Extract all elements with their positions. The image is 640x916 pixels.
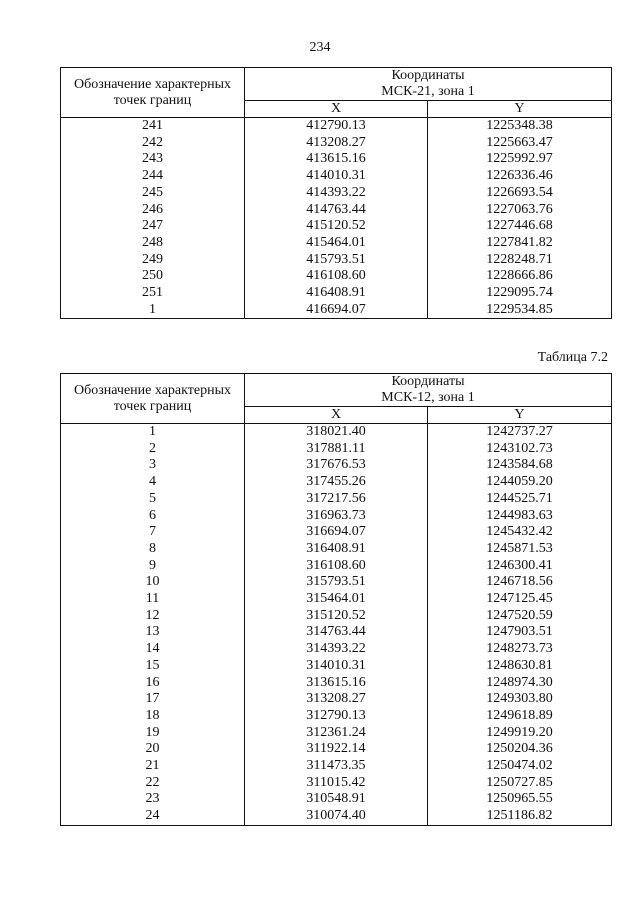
point-number-cell: 3 bbox=[61, 457, 245, 474]
y-coordinate-cell: 1249618.89 bbox=[428, 708, 612, 725]
y-coordinate-cell: 1243102.73 bbox=[428, 441, 612, 458]
table-row bbox=[61, 218, 612, 235]
y-coordinate-cell: 1246718.56 bbox=[428, 574, 612, 591]
y-column-header: Y bbox=[428, 101, 612, 118]
table-2-body bbox=[61, 424, 612, 826]
x-coordinate-cell: 413208.27 bbox=[245, 135, 428, 152]
x-coordinate-cell: 317455.26 bbox=[245, 474, 428, 491]
table-row bbox=[61, 708, 612, 725]
point-number-cell: 241 bbox=[61, 118, 245, 135]
point-number-cell: 11 bbox=[61, 591, 245, 608]
table-row bbox=[61, 574, 612, 591]
y-column-header: Y bbox=[428, 407, 612, 424]
point-number-cell: 12 bbox=[61, 608, 245, 625]
x-coordinate-cell: 415464.01 bbox=[245, 235, 428, 252]
x-coordinate-cell: 416694.07 bbox=[245, 302, 428, 319]
y-coordinate-cell: 1229534.85 bbox=[428, 302, 612, 319]
coordinate-system-label: МСК-21, зона 1 bbox=[381, 84, 475, 99]
point-number-cell: 247 bbox=[61, 218, 245, 235]
y-coordinate-cell: 1250727.85 bbox=[428, 775, 612, 792]
table-row bbox=[61, 641, 612, 658]
y-coordinate-cell: 1248630.81 bbox=[428, 658, 612, 675]
x-coordinate-cell: 316108.60 bbox=[245, 558, 428, 575]
y-coordinate-cell: 1227446.68 bbox=[428, 218, 612, 235]
point-number-cell: 6 bbox=[61, 508, 245, 525]
point-number-cell: 18 bbox=[61, 708, 245, 725]
x-coordinate-cell: 317217.56 bbox=[245, 491, 428, 508]
point-number-cell: 246 bbox=[61, 202, 245, 219]
point-number-cell: 23 bbox=[61, 791, 245, 808]
table-row bbox=[61, 524, 612, 541]
table-row bbox=[61, 135, 612, 152]
y-coordinate-cell: 1228248.71 bbox=[428, 252, 612, 269]
point-number-cell: 24 bbox=[61, 808, 245, 825]
table-row bbox=[61, 808, 612, 825]
x-coordinate-cell: 311473.35 bbox=[245, 758, 428, 775]
table-row bbox=[61, 185, 612, 202]
table-row bbox=[61, 541, 612, 558]
x-coordinate-cell: 316963.73 bbox=[245, 508, 428, 525]
point-number-cell: 13 bbox=[61, 624, 245, 641]
point-number-cell: 242 bbox=[61, 135, 245, 152]
y-coordinate-cell: 1225663.47 bbox=[428, 135, 612, 152]
x-coordinate-cell: 413615.16 bbox=[245, 151, 428, 168]
table-row bbox=[61, 558, 612, 575]
y-coordinate-cell: 1244059.20 bbox=[428, 474, 612, 491]
page-number: 234 bbox=[309, 40, 331, 55]
point-number-cell: 244 bbox=[61, 168, 245, 185]
coordinate-system-label: МСК-12, зона 1 bbox=[381, 390, 475, 405]
y-coordinate-cell: 1246300.41 bbox=[428, 558, 612, 575]
point-number-cell: 243 bbox=[61, 151, 245, 168]
point-number-cell: 7 bbox=[61, 524, 245, 541]
table-row bbox=[61, 608, 612, 625]
y-coordinate-cell: 1225348.38 bbox=[428, 118, 612, 135]
x-column-header: X bbox=[245, 101, 428, 118]
point-number-cell: 245 bbox=[61, 185, 245, 202]
x-coordinate-cell: 318021.40 bbox=[245, 424, 428, 441]
y-coordinate-cell: 1227841.82 bbox=[428, 235, 612, 252]
x-coordinate-cell: 313615.16 bbox=[245, 675, 428, 692]
y-coordinate-cell: 1247903.51 bbox=[428, 624, 612, 641]
table-row bbox=[61, 491, 612, 508]
y-coordinate-cell: 1226693.54 bbox=[428, 185, 612, 202]
table-1-body bbox=[61, 118, 612, 319]
point-number-cell: 14 bbox=[61, 641, 245, 658]
y-coordinate-cell: 1226336.46 bbox=[428, 168, 612, 185]
point-number-cell: 16 bbox=[61, 675, 245, 692]
y-coordinate-cell: 1229095.74 bbox=[428, 285, 612, 302]
x-coordinate-cell: 414393.22 bbox=[245, 185, 428, 202]
x-coordinate-cell: 314393.22 bbox=[245, 641, 428, 658]
y-coordinate-cell: 1244983.63 bbox=[428, 508, 612, 525]
x-coordinate-cell: 412790.13 bbox=[245, 118, 428, 135]
coordinates-label: Координаты bbox=[391, 68, 465, 83]
x-coordinate-cell: 316408.91 bbox=[245, 541, 428, 558]
x-coordinate-cell: 315793.51 bbox=[245, 574, 428, 591]
point-number-cell: 248 bbox=[61, 235, 245, 252]
point-number-cell: 1 bbox=[61, 302, 245, 319]
table-row bbox=[61, 457, 612, 474]
coordinates-table-1 bbox=[60, 67, 612, 319]
table-row bbox=[61, 474, 612, 491]
x-coordinate-cell: 317881.11 bbox=[245, 441, 428, 458]
point-number-cell: 8 bbox=[61, 541, 245, 558]
table-row bbox=[61, 268, 612, 285]
x-coordinate-cell: 310074.40 bbox=[245, 808, 428, 825]
x-coordinate-cell: 312361.24 bbox=[245, 725, 428, 742]
y-coordinate-cell: 1250204.36 bbox=[428, 741, 612, 758]
table-row bbox=[61, 252, 612, 269]
table-row bbox=[61, 741, 612, 758]
x-coordinate-cell: 315464.01 bbox=[245, 591, 428, 608]
y-coordinate-cell: 1247520.59 bbox=[428, 608, 612, 625]
table-row bbox=[61, 624, 612, 641]
point-number-cell: 20 bbox=[61, 741, 245, 758]
point-number-cell: 19 bbox=[61, 725, 245, 742]
point-number-cell: 1 bbox=[61, 424, 245, 441]
y-coordinate-cell: 1245871.53 bbox=[428, 541, 612, 558]
table-row bbox=[61, 118, 612, 135]
x-coordinate-cell: 311922.14 bbox=[245, 741, 428, 758]
y-coordinate-cell: 1247125.45 bbox=[428, 591, 612, 608]
y-coordinate-cell: 1243584.68 bbox=[428, 457, 612, 474]
point-number-cell: 2 bbox=[61, 441, 245, 458]
y-coordinate-cell: 1242737.27 bbox=[428, 424, 612, 441]
x-coordinate-cell: 314010.31 bbox=[245, 658, 428, 675]
x-coordinate-cell: 416408.91 bbox=[245, 285, 428, 302]
table-row bbox=[61, 775, 612, 792]
y-coordinate-cell: 1228666.86 bbox=[428, 268, 612, 285]
x-column-header: X bbox=[245, 407, 428, 424]
table-row bbox=[61, 508, 612, 525]
x-coordinate-cell: 315120.52 bbox=[245, 608, 428, 625]
x-coordinate-cell: 414763.44 bbox=[245, 202, 428, 219]
point-designation-header: Обозначение характерных точек границ bbox=[61, 374, 245, 424]
point-number-cell: 17 bbox=[61, 691, 245, 708]
x-coordinate-cell: 316694.07 bbox=[245, 524, 428, 541]
table-row bbox=[61, 202, 612, 219]
table-row bbox=[61, 725, 612, 742]
x-coordinate-cell: 317676.53 bbox=[245, 457, 428, 474]
table-row bbox=[61, 424, 612, 441]
y-coordinate-cell: 1249919.20 bbox=[428, 725, 612, 742]
x-coordinate-cell: 313208.27 bbox=[245, 691, 428, 708]
table-row bbox=[61, 285, 612, 302]
x-coordinate-cell: 310548.91 bbox=[245, 791, 428, 808]
table-row bbox=[61, 758, 612, 775]
coordinates-header bbox=[245, 68, 612, 101]
point-number-cell: 5 bbox=[61, 491, 245, 508]
y-coordinate-cell: 1251186.82 bbox=[428, 808, 612, 825]
x-coordinate-cell: 414010.31 bbox=[245, 168, 428, 185]
table-row bbox=[61, 791, 612, 808]
point-number-cell: 22 bbox=[61, 775, 245, 792]
y-coordinate-cell: 1225992.97 bbox=[428, 151, 612, 168]
point-number-cell: 4 bbox=[61, 474, 245, 491]
x-coordinate-cell: 415120.52 bbox=[245, 218, 428, 235]
x-coordinate-cell: 415793.51 bbox=[245, 252, 428, 269]
y-coordinate-cell: 1250474.02 bbox=[428, 758, 612, 775]
point-number-cell: 251 bbox=[61, 285, 245, 302]
table-caption: Таблица 7.2 bbox=[537, 350, 608, 365]
y-coordinate-cell: 1249303.80 bbox=[428, 691, 612, 708]
x-coordinate-cell: 311015.42 bbox=[245, 775, 428, 792]
point-number-cell: 21 bbox=[61, 758, 245, 775]
table-row bbox=[61, 302, 612, 319]
table-row bbox=[61, 235, 612, 252]
table-row bbox=[61, 441, 612, 458]
coordinates-table-2 bbox=[60, 373, 612, 826]
y-coordinate-cell: 1227063.76 bbox=[428, 202, 612, 219]
x-coordinate-cell: 416108.60 bbox=[245, 268, 428, 285]
table-row bbox=[61, 151, 612, 168]
x-coordinate-cell: 314763.44 bbox=[245, 624, 428, 641]
table-row bbox=[61, 675, 612, 692]
y-coordinate-cell: 1248974.30 bbox=[428, 675, 612, 692]
y-coordinate-cell: 1245432.42 bbox=[428, 524, 612, 541]
y-coordinate-cell: 1244525.71 bbox=[428, 491, 612, 508]
coordinates-header bbox=[245, 374, 612, 407]
table-row bbox=[61, 658, 612, 675]
point-number-cell: 10 bbox=[61, 574, 245, 591]
point-designation-header: Обозначение характерных точек границ bbox=[61, 68, 245, 118]
point-number-cell: 250 bbox=[61, 268, 245, 285]
x-coordinate-cell: 312790.13 bbox=[245, 708, 428, 725]
table-row bbox=[61, 691, 612, 708]
y-coordinate-cell: 1250965.55 bbox=[428, 791, 612, 808]
table-row bbox=[61, 168, 612, 185]
coordinates-label: Координаты bbox=[391, 374, 465, 389]
point-number-cell: 15 bbox=[61, 658, 245, 675]
point-number-cell: 249 bbox=[61, 252, 245, 269]
point-number-cell: 9 bbox=[61, 558, 245, 575]
table-row bbox=[61, 591, 612, 608]
y-coordinate-cell: 1248273.73 bbox=[428, 641, 612, 658]
